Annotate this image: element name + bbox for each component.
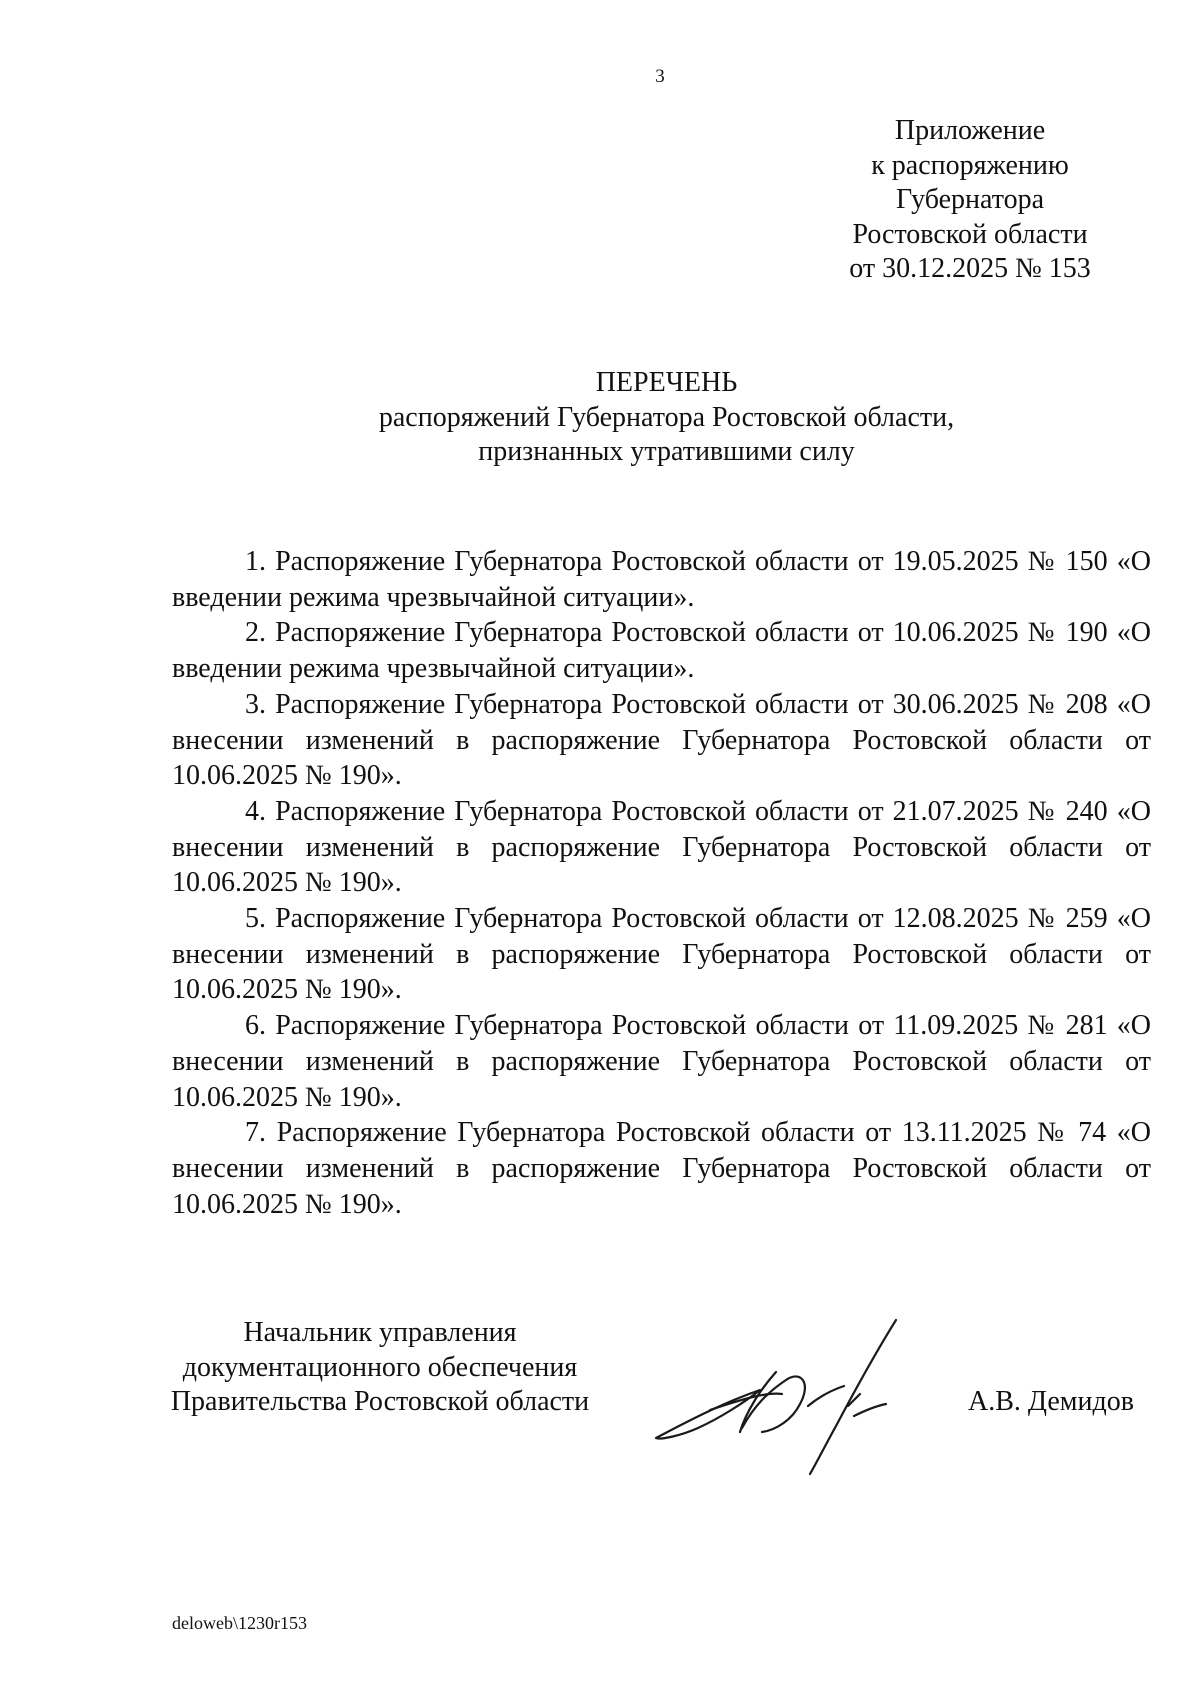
list-item: 6. Распоряжение Губернатора Ростовской области от 11.09.2025 № 281 «О внесении изменений в распоряжение Губернатора Ростовской области от 10.06.2025 № 190».	[172, 1010, 1151, 1113]
document-title	[170, 366, 1163, 470]
appendix-line: Приложение	[894, 115, 1046, 146]
appendix-line: Ростовской области	[852, 218, 1088, 250]
signer-position	[160, 1316, 600, 1420]
title-line: распоряжений Губернатора Ростовской области,	[378, 401, 955, 433]
revoked-orders-list	[172, 544, 1151, 1222]
title-heading: ПЕРЕЧЕНЬ	[595, 367, 738, 398]
appendix-line: от 30.12.2025 № 153	[849, 253, 1091, 284]
list-item: 5. Распоряжение Губернатора Ростовской области от 12.08.2025 № 259 «О внесении изменений в распоряжение Губернатора Ростовской области от 10.06.2025 № 190».	[172, 903, 1151, 1006]
signer-name: А.В. Демидов	[968, 1386, 1134, 1417]
appendix-line: Губернатора	[895, 184, 1045, 215]
list-item: 3. Распоряжение Губернатора Ростовской области от 30.06.2025 № 208 «О внесении изменений в распоряжение Губернатора Ростовской области от 10.06.2025 № 190».	[172, 688, 1151, 792]
document-code: deloweb\1230r153	[172, 1613, 307, 1633]
list-item: 7. Распоряжение Губернатора Ростовской области от 13.11.2025 № 74 «О внесении изменений в распоряжение Губернатора Ростовской области от 10.06.2025 № 190».	[172, 1117, 1151, 1220]
page-number: 3	[655, 66, 665, 87]
signer-position-line: документационного обеспечения	[182, 1351, 578, 1383]
title-line: признанных утратившими силу	[478, 436, 855, 467]
appendix-header	[820, 114, 1120, 287]
signer-position-line: Правительства Ростовской области	[170, 1386, 590, 1417]
appendix-line: к распоряжению	[871, 149, 1069, 181]
list-item: 1. Распоряжение Губернатора Ростовской области от 19.05.2025 № 150 «О введении режима чрезвычайной ситуации».	[172, 546, 1151, 613]
signer-position-line: Начальник управления	[243, 1317, 517, 1348]
handwritten-signature	[650, 1310, 940, 1480]
list-item: 4. Распоряжение Губернатора Ростовской области от 21.07.2025 № 240 «О внесении изменений в распоряжение Губернатора Ростовской области от 10.06.2025 № 190».	[172, 795, 1151, 899]
list-item: 2. Распоряжение Губернатора Ростовской области от 10.06.2025 № 190 «О введении режима чрезвычайной ситуации».	[172, 617, 1151, 685]
